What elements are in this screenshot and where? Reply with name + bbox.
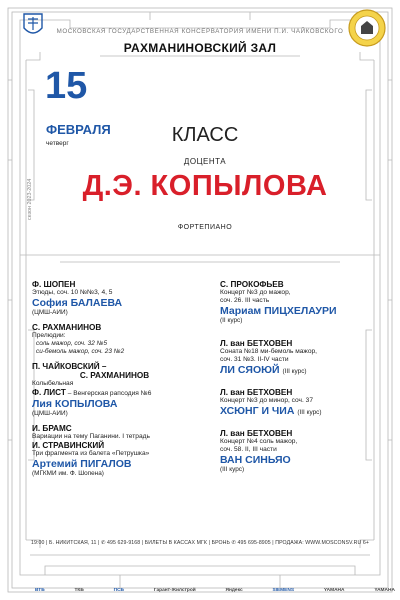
composer: И. СТРАВИНСКИЙ (32, 441, 105, 450)
composer: С. РАХМАНИНОВ (32, 323, 102, 332)
hall-name: РАХМАНИНОВСКИЙ ЗАЛ (123, 41, 277, 55)
footer-info: 19:00 | Б. НИКИТСКАЯ, 11 | ✆ 495 629-9168 | БИЛЕТЫ В КАССАХ МГК | БРОНЬ ✆ 495 695-8905 | ПРОДАЖА: WWW.MOSCONSV.RU 6+ (30, 540, 370, 546)
concert-weekday: четверг (46, 140, 69, 147)
performer-note: (III курс) (282, 368, 307, 375)
program-item (220, 280, 380, 325)
composer: И. БРАМС (32, 424, 72, 433)
conservatory-emblem-icon (20, 10, 46, 40)
work: – Венгерская рапсодия №6 (65, 390, 152, 397)
performer: Артемий ПИГАЛОВ (32, 458, 132, 470)
composer: Ф. ШОПЕН (32, 280, 76, 289)
work: Вариации на тему Паганини. I тетрадь (32, 433, 150, 440)
anniversary-seal-icon (347, 8, 387, 48)
work-line: си-бемоль мажор, соч. 23 №2 (36, 348, 125, 355)
performer-note: (III курс) (220, 466, 245, 473)
performer: ВАН СИНЬЯО (220, 454, 291, 466)
program-item (32, 323, 197, 356)
work: Прелюдии: (32, 332, 66, 339)
program-right-column (220, 280, 380, 480)
composer: Л. ван БЕТХОВЕН (220, 339, 293, 348)
docent-label: ДОЦЕНТА (183, 157, 227, 166)
work: Концерт №3 до мажор, (220, 289, 291, 296)
program-left-column (32, 280, 197, 484)
performer: ХСЮНГ И ЧИА (220, 405, 295, 417)
sponsor-logo: ТКБ (74, 587, 84, 593)
performer-note: (МГКМИ им. Ф. Шопена) (32, 470, 104, 477)
performer: Лия КОПЫЛОВА (32, 398, 118, 410)
program-item (32, 424, 197, 478)
performer-note: (ЦМШ-АИИ) (32, 410, 68, 417)
work: соч. 58. II, III части (220, 446, 277, 453)
composer: Ф. ЛИСТ (32, 388, 66, 397)
composer-line (32, 388, 197, 398)
work: Концерт №4 соль мажор, (220, 438, 298, 445)
performer: Мариам ПИЦХЕЛАУРИ (220, 305, 337, 317)
work: соч. 31 №3. II-IV части (220, 356, 289, 363)
performer: ЛИ СЯОЮЙ (220, 364, 280, 376)
performer-line (220, 405, 380, 419)
sponsor-logo: ПСБ (113, 587, 125, 593)
class-heading: КЛАСС (171, 124, 239, 146)
performer-note: (ЦМШ-АИИ) (32, 309, 68, 316)
program-item (220, 339, 380, 378)
sponsor-logo: Яндекс (225, 587, 243, 593)
work: Соната №18 ми-бемоль мажор, (220, 348, 318, 355)
performer-note: (II курс) (220, 317, 243, 324)
sponsor-logo: SIEMENS (272, 587, 295, 593)
sponsor-strip (35, 583, 395, 597)
season-label-wrap (27, 160, 37, 220)
concert-month: ФЕВРАЛЯ (46, 122, 111, 137)
instrument-label: ФОРТЕПИАНО (177, 224, 233, 231)
work: Колыбельная (32, 380, 74, 387)
season-label: сезон 2023-2024 (27, 178, 33, 220)
program-item (32, 362, 197, 418)
work: Концерт №3 до минор, соч. 37 (220, 397, 313, 404)
sponsor-logo: Гарант-Жилстрой (153, 587, 196, 593)
program-item (220, 429, 380, 474)
performer-note: (III курс) (297, 409, 322, 416)
teacher-name: Д.Э. КОПЫЛОВА (82, 170, 328, 202)
composer: Л. ван БЕТХОВЕН (220, 429, 293, 438)
work-line: соль мажор, соч. 32 №5 (36, 340, 108, 347)
composer: П. ЧАЙКОВСКИЙ – (32, 362, 107, 371)
composer: С. ПРОКОФЬЕВ (220, 280, 284, 289)
sponsor-logo: ВТБ (35, 587, 45, 593)
performer: София БАЛАЕВА (32, 297, 123, 309)
work: Этюды, соч. 10 №№3, 4, 5 (32, 289, 113, 296)
program-item (32, 280, 197, 317)
composer: С. РАХМАНИНОВ (79, 371, 150, 380)
sponsor-logo: YAMAHA (374, 587, 395, 593)
work: соч. 26. III часть (220, 297, 270, 304)
work: Три фрагмента из балета «Петрушка» (32, 450, 150, 457)
sponsor-logo: YAMAHA (323, 587, 345, 593)
concert-day: 15 (45, 65, 88, 107)
institution-name: МОСКОВСКАЯ ГОСУДАРСТВЕННАЯ КОНСЕРВАТОРИЯ ИМЕНИ П.И. ЧАЙКОВСКОГО (56, 28, 344, 35)
performer-line (220, 364, 380, 378)
composer: Л. ван БЕТХОВЕН (220, 388, 293, 397)
program-item (220, 388, 380, 419)
